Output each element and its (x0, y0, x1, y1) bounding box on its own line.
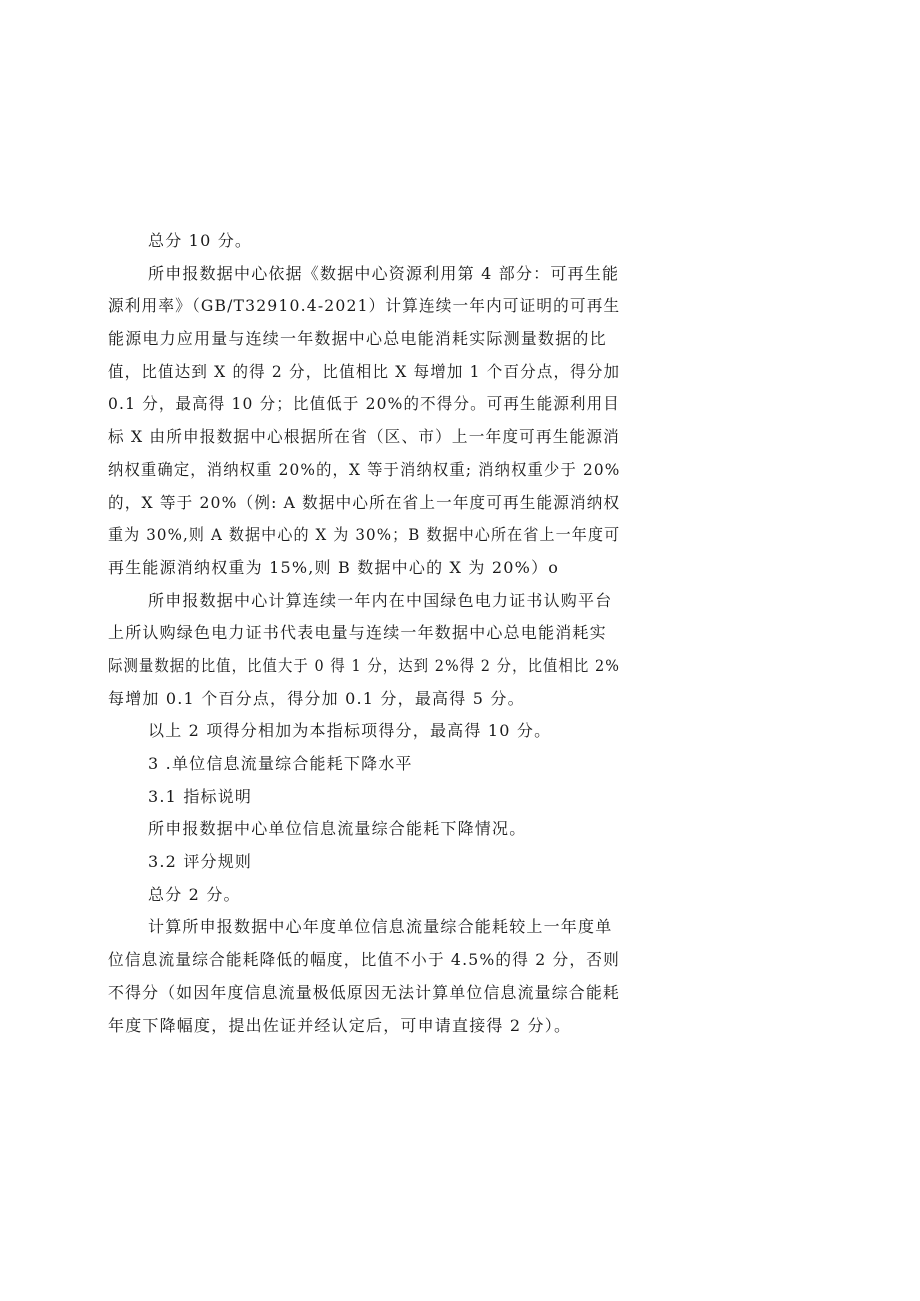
sum-rule: 以上 2 项得分相加为本指标项得分，最高得 10 分。 (148, 721, 552, 741)
renewable-rule-line-5: 0.1 分，最高得 10 分；比值低于 20%的不得分。可再生能源利用目 (108, 394, 620, 414)
renewable-rule-line-4: 值，比值达到 X 的得 2 分，比值相比 X 每增加 1 个百分点，得分加 (108, 361, 621, 381)
renewable-rule-line-7: 纳权重确定，消纳权重 20%的，X 等于消纳权重; 消纳权重少于 20% (108, 459, 621, 479)
renewable-rule-line-3: 能源电力应用量与连续一年数据中心总电能消耗实际测量数据的比 (108, 329, 607, 349)
section-3-1-heading: 3.1 指标说明 (148, 786, 253, 806)
green-cert-line-4: 每增加 0.1 个百分点，得分加 0.1 分，最高得 5 分。 (108, 688, 525, 708)
energy-decline-line-4: 年度下降幅度，提出佐证并经认定后，可申请直接得 2 分）。 (108, 1015, 572, 1035)
green-cert-line-2: 上所认购绿色电力证书代表电量与连续一年数据中心总电能消耗实 (108, 623, 607, 643)
renewable-rule-line-8: 的，X 等于 20%（例: A 数据中心所在省上一年度可再生能源消纳权 (108, 492, 621, 512)
section-3-1-text: 所申报数据中心单位信息流量综合能耗下降情况。 (148, 819, 527, 839)
section-3-heading: 3 .单位信息流量综合能耗下降水平 (148, 754, 413, 773)
total-score-2: 总分 2 分。 (148, 884, 241, 904)
energy-decline-line-2: 位信息流量综合能耗降低的幅度，比值不小于 4.5%的得 2 分，否则 (108, 950, 620, 970)
energy-decline-line-1: 计算所申报数据中心年度单位信息流量综合能耗较上一年度单 (148, 917, 613, 937)
renewable-rule-line-9: 重为 30%,则 A 数据中心的 X 为 30%；B 数据中心所在省上一年度可 (108, 525, 621, 545)
renewable-rule-line-2: 源利用率》（GB/T32910.4-2021）计算连续一年内可证明的可再生 (108, 296, 621, 316)
renewable-rule-line-6: 标 X 由所申报数据中心根据所在省（区、市）上一年度可再生能源消 (108, 427, 620, 447)
body-text (108, 230, 620, 1047)
section-3-2-heading: 3.2 评分规则 (148, 852, 253, 872)
renewable-rule-line-1: 所申报数据中心依据《数据中心资源利用第 4 部分：可再生能 (148, 263, 620, 283)
renewable-rule-line-10: 再生能源消纳权重为 15%,则 B 数据中心的 X 为 20%）o (108, 557, 560, 577)
energy-decline-line-3: 不得分（如因年度信息流量极低原因无法计算单位信息流量综合能耗 (108, 982, 620, 1002)
green-cert-line-1: 所申报数据中心计算连续一年内在中国绿色电力证书认购平台 (148, 590, 613, 610)
total-score-10: 总分 10 分。 (148, 231, 253, 250)
green-cert-line-3: 际测量数据的比值，比值大于 0 得 1 分，达到 2%得 2 分，比值相比 2% (108, 655, 620, 675)
